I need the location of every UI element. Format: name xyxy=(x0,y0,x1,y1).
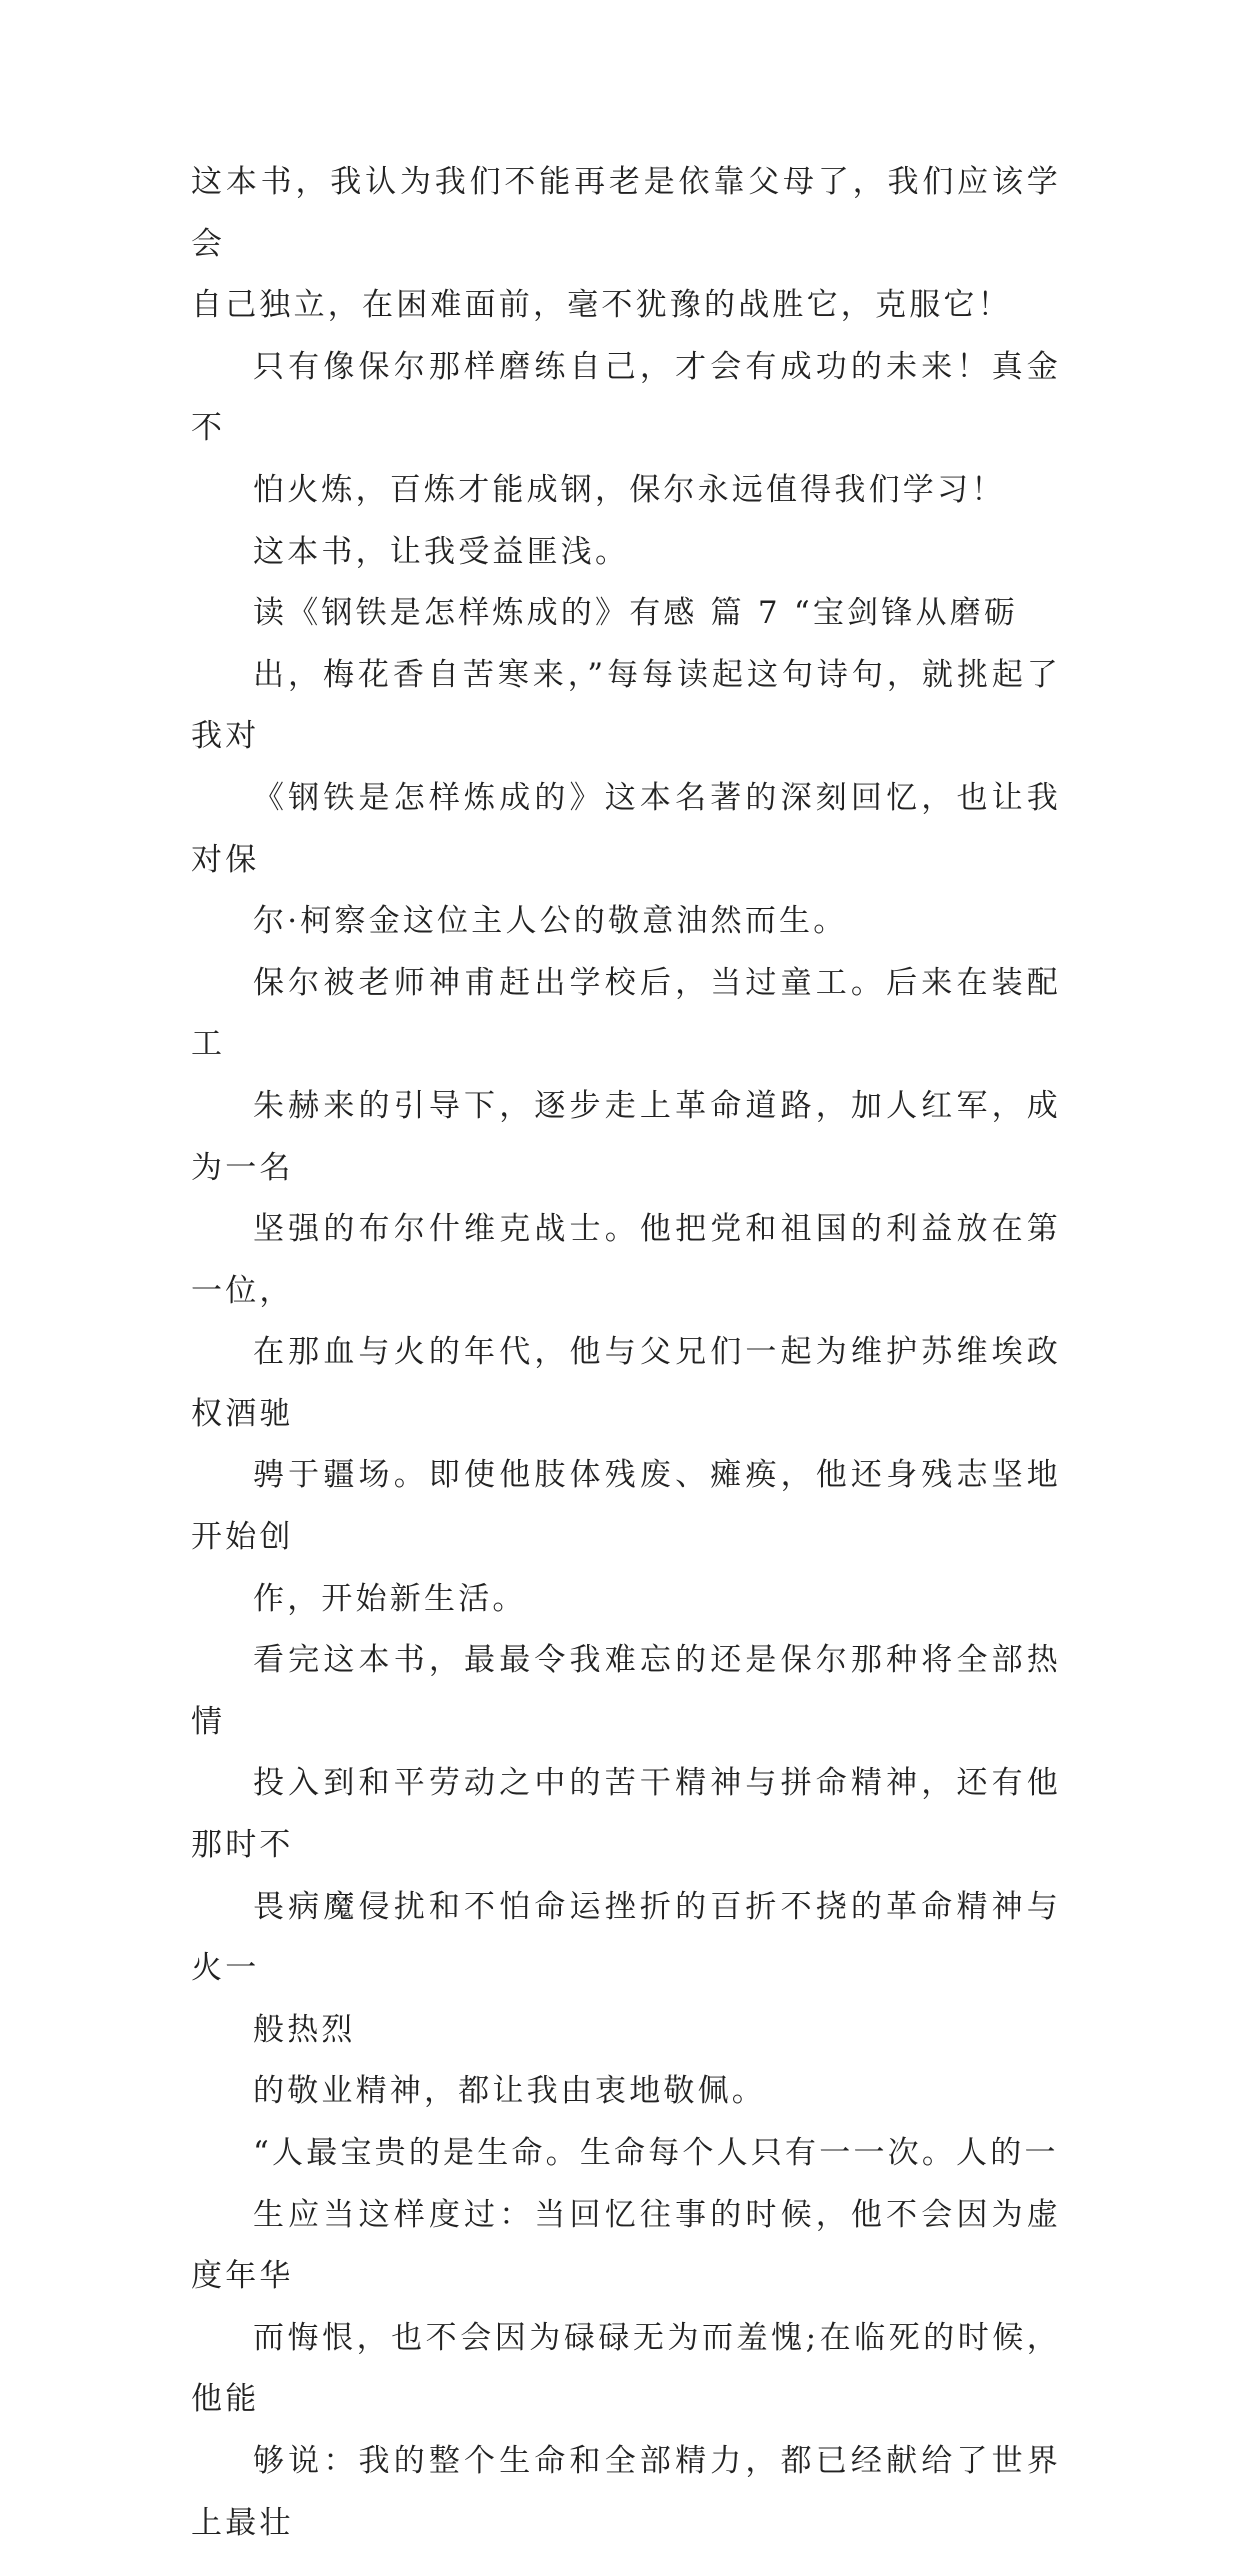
text-line: 这本书，我认为我们不能再老是依靠父母了，我们应该学会 xyxy=(191,164,1061,262)
paragraph-4 xyxy=(191,583,1061,953)
paragraph-8 xyxy=(191,2123,1061,2554)
text-line: 保尔被老师神甫赶出学校后，当过童工。后来在装配工 xyxy=(191,964,1061,1063)
paragraph-2 xyxy=(191,337,1061,522)
text-line: “人最宝贵的是生命。生命每个人只有一一次。人的一 xyxy=(253,2135,1059,2171)
text-line: 作，开始新生活。 xyxy=(253,1580,527,1617)
paragraph-7 xyxy=(191,2061,1061,2123)
body-text xyxy=(191,152,1061,2554)
text-line: 的敬业精神，都让我由衷地敬佩。 xyxy=(253,2073,766,2110)
text-line: 怕火炼，百炼才能成钢，保尔永远值得我们学习！ xyxy=(253,471,1006,508)
text-line: 而悔恨，也不会因为碌碌无为而羞愧;在临死的时候，他能 xyxy=(191,2319,1061,2418)
text-line: 朱赫来的引导下，逐步走上革命道路，加人红军，成为一名 xyxy=(191,1087,1061,1186)
text-line: 投入到和平劳动之中的苦干精神与拼命精神，还有他那时不 xyxy=(191,1765,1061,1864)
text-line: 骋于疆场。即使他肢体残废、瘫痪，他还身残志坚地开始创 xyxy=(191,1457,1061,1556)
text-line: 在那血与火的年代，他与父兄们一起为维护苏维埃政权酒驰 xyxy=(191,1334,1061,1432)
text-line: 这本书，让我受益匪浅。 xyxy=(253,533,630,570)
text-line: 坚强的布尔什维克战士。他把党和祖国的利益放在第一位， xyxy=(191,1211,1061,1309)
text-line: 《钢铁是怎样炼成的》这本名著的深刻回忆，也让我对保 xyxy=(191,779,1061,878)
text-line: 尔·柯察金这位主人公的敬意油然而生。 xyxy=(253,903,848,940)
text-line: 出，梅花香自苦寒来，”每每读起这句诗句，就挑起了我对 xyxy=(191,656,1061,755)
text-line: 自己独立，在困难面前，毫不犹豫的战胜它，克服它！ xyxy=(191,287,1012,324)
text-line: 般热烈 xyxy=(253,2011,356,2048)
text-line: 读《钢铁是怎样炼成的》有感 篇 7 “宝剑锋从磨砺 xyxy=(253,595,1019,632)
paragraph-1 xyxy=(191,152,1061,337)
paragraph-6 xyxy=(191,1630,1061,2061)
paragraph-5 xyxy=(191,953,1061,1631)
paragraph-3 xyxy=(191,522,1061,584)
text-line: 只有像保尔那样磨练自己，才会有成功的未来！真金不 xyxy=(191,348,1061,447)
text-line: 畏病魔侵扰和不怕命运挫折的百折不挠的革命精神与火一 xyxy=(191,1888,1061,1987)
text-line: 够说：我的整个生命和全部精力，都已经献给了世界上最壮 xyxy=(191,2442,1061,2541)
text-line: 看完这本书，最最令我难忘的还是保尔那种将全部热情 xyxy=(191,1642,1061,1740)
text-line: 生应当这样度过：当回忆往事的时候，他不会因为虚度年华 xyxy=(191,2196,1061,2295)
